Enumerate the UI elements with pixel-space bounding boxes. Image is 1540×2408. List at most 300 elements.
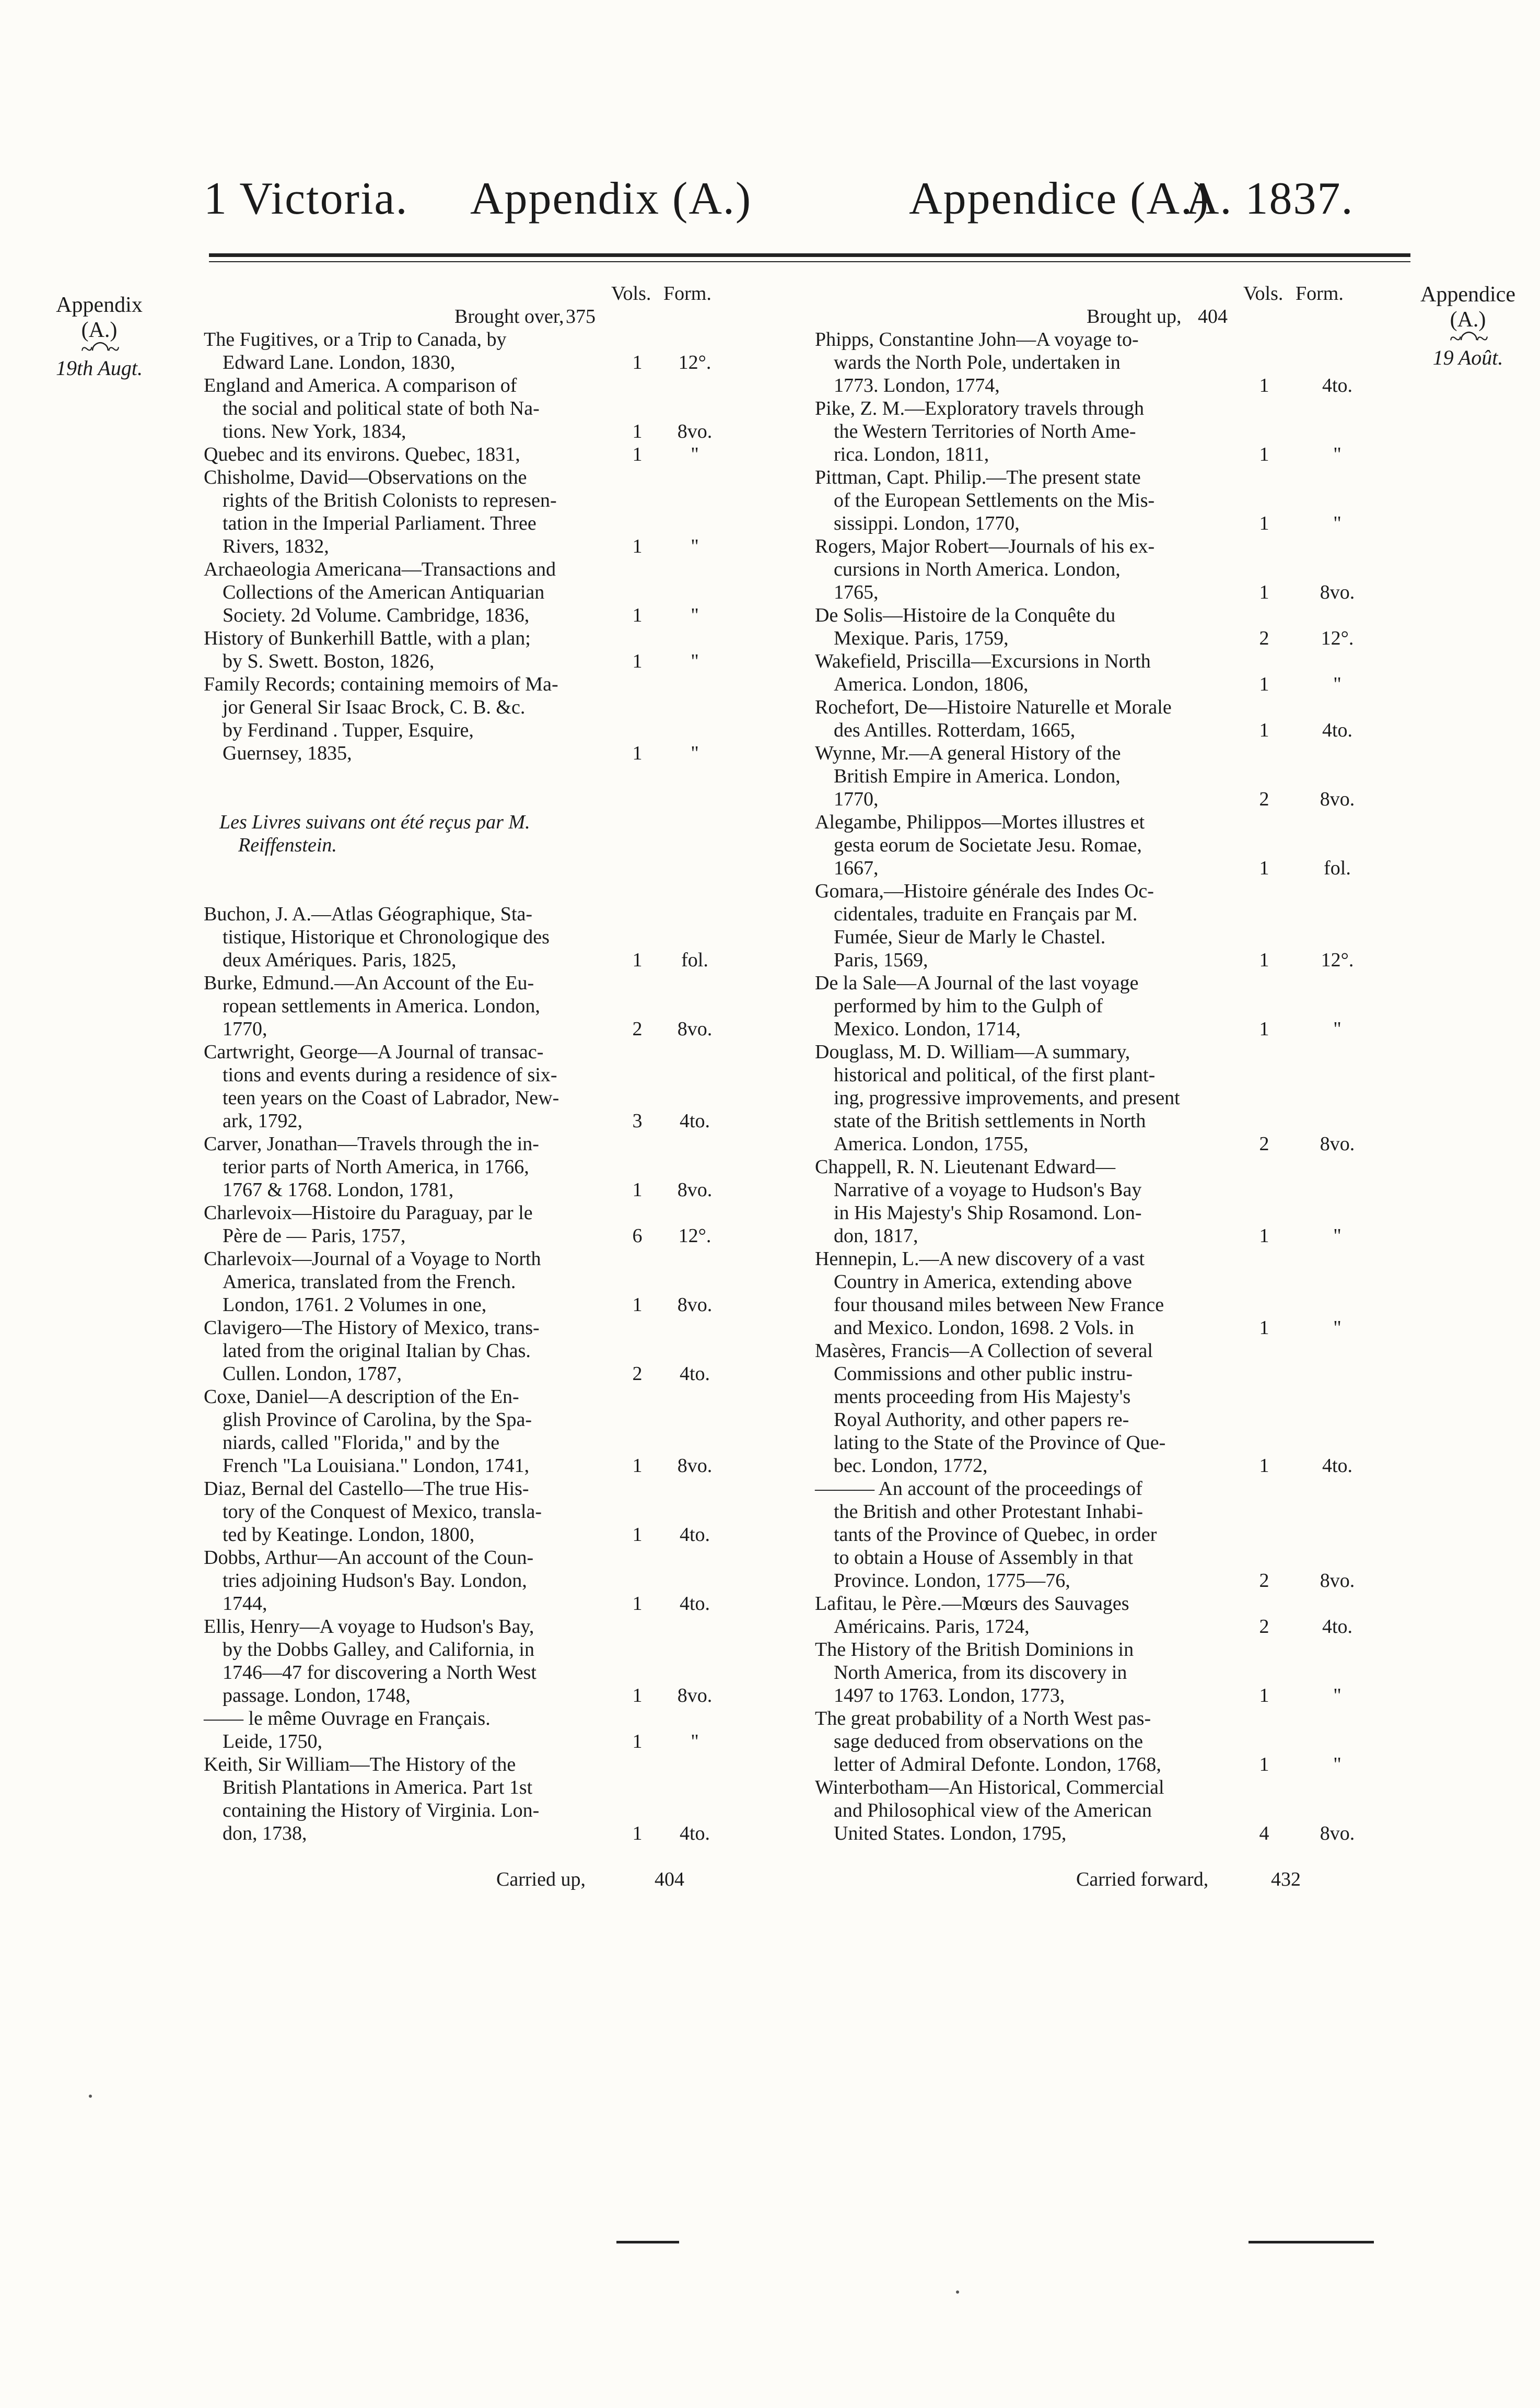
swash-ornament-icon: ~◠~ xyxy=(1449,326,1487,351)
left-sum-rule xyxy=(616,2241,679,2243)
list-item xyxy=(204,1201,784,1247)
entry-line xyxy=(815,1661,1395,1684)
entry-text: don, 1817, xyxy=(834,1225,918,1247)
entry-text: Américains. Paris, 1724, xyxy=(834,1616,1030,1638)
entry-line xyxy=(815,351,1395,374)
format-value: 8vo. xyxy=(1320,788,1355,810)
volume-count: 1 xyxy=(632,742,643,764)
entry-line xyxy=(204,1339,784,1362)
volume-count: 1 xyxy=(1259,1018,1269,1040)
entry-text: passage. London, 1748, xyxy=(223,1685,411,1706)
list-item xyxy=(815,328,1395,397)
left-entries-part-one xyxy=(204,328,784,765)
volume-count: 1 xyxy=(1259,1754,1269,1775)
format-value: " xyxy=(1333,512,1341,534)
entry-text: 1770, xyxy=(834,788,879,810)
format-value: " xyxy=(691,443,699,465)
entry-text: North America, from its discovery in xyxy=(834,1662,1127,1684)
entry-line xyxy=(815,650,1395,673)
entry-text: terior parts of North America, in 1766, xyxy=(223,1156,529,1178)
entry-text: British Empire in America. London, xyxy=(834,765,1121,787)
list-item xyxy=(815,880,1395,972)
format-value: 8vo. xyxy=(1320,1570,1355,1592)
entry-line xyxy=(204,673,784,696)
list-item xyxy=(815,650,1395,696)
format-value: " xyxy=(691,1731,699,1752)
entry-text: state of the British settlements in North xyxy=(834,1110,1146,1132)
volume-count: 1 xyxy=(1259,1317,1269,1339)
format-value: " xyxy=(1333,1317,1341,1339)
entry-text: Charlevoix—Journal of a Voyage to North xyxy=(204,1248,541,1270)
entry-line xyxy=(204,443,784,466)
entry-line xyxy=(204,466,784,489)
entry-line xyxy=(815,1408,1395,1431)
brought-over-row xyxy=(204,305,784,328)
list-item xyxy=(815,1592,1395,1638)
entry-text: 1746—47 for discovering a North West xyxy=(223,1662,536,1684)
entry-line xyxy=(815,489,1395,512)
entry-text: De la Sale—A Journal of the last voyage xyxy=(815,972,1139,994)
brought-over-value: 375 xyxy=(566,306,596,328)
entry-text: —— le même Ouvrage en Français. xyxy=(204,1708,491,1729)
entry-text: Père de — Paris, 1757, xyxy=(223,1225,406,1247)
list-item xyxy=(815,466,1395,535)
entry-line xyxy=(204,328,784,351)
entry-line xyxy=(815,1684,1395,1707)
entry-text: ——— An account of the proceedings of xyxy=(815,1478,1142,1500)
header-appendix-title: Appendix (A.) xyxy=(470,173,752,224)
entry-line xyxy=(815,1018,1395,1041)
carried-up-label: Carried up, xyxy=(496,1868,586,1890)
entry-text: Rogers, Major Robert—Journals of his ex- xyxy=(815,535,1155,557)
entry-text: 1767 & 1768. London, 1781, xyxy=(223,1179,454,1201)
entry-text: Family Records; containing memoirs of Ma- xyxy=(204,673,558,695)
entry-line xyxy=(204,1707,784,1730)
entry-text: The History of the British Dominions in xyxy=(815,1639,1134,1661)
list-item xyxy=(204,1385,784,1477)
entry-text: ing, progressive improvements, and present xyxy=(834,1087,1180,1109)
format-value: 8vo. xyxy=(677,1018,713,1040)
entry-line xyxy=(815,1316,1395,1339)
entry-line xyxy=(204,650,784,673)
volume-count: 1 xyxy=(632,1455,643,1477)
header-rule-thin xyxy=(209,261,1410,262)
entry-line xyxy=(204,1408,784,1431)
volume-count: 1 xyxy=(632,1685,643,1706)
list-item xyxy=(204,972,784,1041)
entry-line xyxy=(815,834,1395,857)
list-item xyxy=(204,1247,784,1316)
volume-count: 2 xyxy=(1259,1570,1269,1592)
volume-count: 1 xyxy=(1259,581,1269,603)
left-entries-part-two xyxy=(204,903,784,1845)
entry-line xyxy=(204,535,784,558)
entry-text: Collections of the American Antiquarian xyxy=(223,581,545,603)
volume-count: 1 xyxy=(632,1179,643,1201)
format-value: " xyxy=(1333,1018,1341,1040)
entry-text: America. London, 1755, xyxy=(834,1133,1029,1155)
entry-line xyxy=(204,1592,784,1615)
entry-text: tions and events during a residence of six- xyxy=(223,1064,557,1086)
entry-text: Fumée, Sieur de Marly le Chastel. xyxy=(834,926,1106,948)
entry-text: Ellis, Henry—A voyage to Hudson's Bay, xyxy=(204,1616,534,1638)
entry-text: deux Amériques. Paris, 1825, xyxy=(223,949,457,971)
entry-line xyxy=(815,466,1395,489)
entry-line xyxy=(204,949,784,972)
volume-count: 1 xyxy=(632,420,643,442)
carried-up-row xyxy=(204,1868,784,1891)
entry-line xyxy=(815,1799,1395,1822)
list-item xyxy=(815,1707,1395,1776)
entry-text: and Philosophical view of the American xyxy=(834,1799,1152,1821)
list-item xyxy=(204,466,784,558)
left-margin-sub: (A.) xyxy=(81,318,118,343)
entry-line xyxy=(815,1500,1395,1523)
entry-line xyxy=(204,374,784,397)
list-item xyxy=(815,742,1395,811)
entry-text: French "La Louisiana." London, 1741, xyxy=(223,1455,530,1477)
volume-count: 3 xyxy=(632,1110,643,1132)
list-item xyxy=(815,1776,1395,1845)
volume-count: 1 xyxy=(632,535,643,557)
list-item xyxy=(815,397,1395,466)
entry-line xyxy=(815,1546,1395,1569)
entry-line xyxy=(815,742,1395,765)
entry-text: Pike, Z. M.—Exploratory travels through xyxy=(815,398,1145,419)
volume-count: 1 xyxy=(1259,443,1269,465)
entry-text: 1773. London, 1774, xyxy=(834,375,1000,396)
entry-text: London, 1761. 2 Volumes in one, xyxy=(223,1294,487,1316)
entry-line xyxy=(204,1201,784,1224)
entry-text: Chisholme, David—Observations on the xyxy=(204,466,527,488)
entry-text: Lafitau, le Père.—Mœurs des Sauvages xyxy=(815,1593,1129,1615)
entry-line xyxy=(204,1247,784,1270)
volume-count: 2 xyxy=(632,1018,643,1040)
entry-text: United States. London, 1795, xyxy=(834,1822,1067,1844)
entry-line xyxy=(815,1615,1395,1638)
format-value: 4to. xyxy=(1322,375,1353,396)
format-value: 8vo. xyxy=(677,420,713,442)
format-value: 4to. xyxy=(1322,719,1353,741)
entry-line xyxy=(204,1615,784,1638)
entry-line xyxy=(815,443,1395,466)
list-item xyxy=(815,696,1395,742)
volume-count: 1 xyxy=(1259,375,1269,396)
entry-line xyxy=(204,397,784,420)
entry-text: Douglass, M. D. William—A summary, xyxy=(815,1041,1130,1063)
entry-line xyxy=(815,1155,1395,1178)
entry-text: 1497 to 1763. London, 1773, xyxy=(834,1685,1065,1706)
entry-text: tions. New York, 1834, xyxy=(223,420,406,442)
entry-line xyxy=(815,1523,1395,1546)
list-item xyxy=(204,627,784,673)
entry-line xyxy=(815,1063,1395,1086)
volume-count: 1 xyxy=(1259,1455,1269,1477)
list-item xyxy=(815,811,1395,880)
volume-count: 1 xyxy=(632,1294,643,1316)
entry-line xyxy=(204,581,784,604)
entry-line xyxy=(815,1431,1395,1454)
list-item xyxy=(204,1041,784,1132)
entry-text: Commissions and other public instru- xyxy=(834,1363,1133,1385)
paper-speck xyxy=(956,2290,959,2294)
entry-line xyxy=(815,1041,1395,1063)
entry-line xyxy=(815,1109,1395,1132)
entry-text: Cullen. London, 1787, xyxy=(223,1363,402,1385)
entry-text: Keith, Sir William—The History of the xyxy=(204,1754,516,1775)
entry-text: tistique, Historique et Chronologique des xyxy=(223,926,550,948)
entry-text: historical and political, of the first plant- xyxy=(834,1064,1156,1086)
entry-line xyxy=(815,903,1395,926)
right-column-head xyxy=(815,282,1395,305)
entry-line xyxy=(815,1730,1395,1753)
format-value: 8vo. xyxy=(677,1179,713,1201)
entry-line xyxy=(815,765,1395,788)
volume-count: 1 xyxy=(1259,512,1269,534)
swash-ornament-icon: ~◠~ xyxy=(80,337,118,361)
format-value: 8vo. xyxy=(1320,1822,1355,1844)
entry-text: four thousand miles between New France xyxy=(834,1294,1164,1316)
format-value: 8vo. xyxy=(677,1455,713,1477)
format-value: 12°. xyxy=(1321,949,1354,971)
entry-line xyxy=(204,1316,784,1339)
entry-text: Quebec and its environs. Quebec, 1831, xyxy=(204,443,520,465)
left-column-head xyxy=(204,282,784,305)
right-entries xyxy=(815,328,1395,1845)
entry-line xyxy=(204,995,784,1018)
entry-line xyxy=(204,351,784,374)
entry-text: Royal Authority, and other papers re- xyxy=(834,1409,1129,1431)
entry-text: Edward Lane. London, 1830, xyxy=(223,352,456,373)
list-item xyxy=(815,1041,1395,1155)
entry-line xyxy=(204,604,784,627)
entry-line xyxy=(204,1431,784,1454)
left-margin-label: Appendix xyxy=(56,293,143,317)
form-heading: Form. xyxy=(1296,283,1344,305)
entry-line xyxy=(204,1822,784,1845)
format-value: 4to. xyxy=(679,1822,710,1844)
entry-line xyxy=(815,926,1395,949)
entry-text: teen years on the Coast of Labrador, New- xyxy=(223,1087,559,1109)
entry-text: performed by him to the Gulph of xyxy=(834,995,1103,1017)
volume-count: 1 xyxy=(632,1731,643,1752)
entry-line xyxy=(204,1132,784,1155)
entry-line xyxy=(815,604,1395,627)
entry-text: Chappell, R. N. Lieutenant Edward— xyxy=(815,1156,1116,1178)
vols-heading: Vols. xyxy=(611,283,651,305)
format-value: 8vo. xyxy=(1320,1133,1355,1155)
entry-line xyxy=(815,995,1395,1018)
volume-count: 1 xyxy=(1259,719,1269,741)
entry-text: 1770, xyxy=(223,1018,267,1040)
entry-line xyxy=(204,1293,784,1316)
entry-line xyxy=(204,1041,784,1063)
entry-text: by the Dobbs Galley, and California, in xyxy=(223,1639,534,1661)
entry-text: Cartwright, George—A Journal of transac- xyxy=(204,1041,544,1063)
entry-text: glish Province of Carolina, by the Spa- xyxy=(223,1409,532,1431)
entry-line xyxy=(815,1592,1395,1615)
format-value: " xyxy=(1333,673,1341,695)
list-item xyxy=(204,1477,784,1546)
right-margin-sub: (A.) xyxy=(1450,308,1486,332)
entry-line xyxy=(815,1293,1395,1316)
entry-text: 1765, xyxy=(834,581,879,603)
entry-line xyxy=(204,627,784,650)
entry-text: America, translated from the French. xyxy=(223,1271,516,1293)
list-item xyxy=(815,1155,1395,1247)
right-margin-date: 19 Août. xyxy=(1432,345,1503,369)
entry-line xyxy=(815,558,1395,581)
right-margin-label: Appendice xyxy=(1420,283,1515,307)
format-value: " xyxy=(1333,1754,1341,1775)
list-item xyxy=(815,1247,1395,1339)
volume-count: 1 xyxy=(1259,1685,1269,1706)
entry-line xyxy=(204,1224,784,1247)
right-margin-note xyxy=(1400,282,1536,370)
entry-text: Guernsey, 1835, xyxy=(223,742,352,764)
entry-text: British Plantations in America. Part 1st xyxy=(223,1776,533,1798)
volume-count: 1 xyxy=(1259,949,1269,971)
right-sum-rule xyxy=(1249,2241,1374,2243)
entry-line xyxy=(204,1753,784,1776)
entry-line xyxy=(204,558,784,581)
entry-line xyxy=(815,328,1395,351)
list-item xyxy=(815,972,1395,1041)
list-item xyxy=(815,604,1395,650)
entry-line xyxy=(815,512,1395,535)
entry-text: of the European Settlements on the Mis- xyxy=(834,489,1155,511)
volume-count: 1 xyxy=(1259,1225,1269,1247)
format-value: " xyxy=(691,535,699,557)
entry-line xyxy=(815,535,1395,558)
entry-text: De Solis—Histoire de la Conquête du xyxy=(815,604,1116,626)
list-item xyxy=(204,443,784,466)
entry-line xyxy=(204,742,784,765)
entry-text: The great probability of a North West pas- xyxy=(815,1708,1151,1729)
format-value: 12°. xyxy=(1321,627,1354,649)
entry-line xyxy=(204,1661,784,1684)
list-item xyxy=(204,1753,784,1845)
volume-count: 2 xyxy=(632,1363,643,1385)
header-session-year: A. 1837. xyxy=(1186,173,1354,224)
right-column xyxy=(815,282,1395,1891)
entry-text: tants of the Province of Quebec, in order xyxy=(834,1524,1157,1546)
format-value: 4to. xyxy=(679,1110,710,1132)
format-value: 4to. xyxy=(679,1363,710,1385)
entry-line xyxy=(204,1178,784,1201)
format-value: 4to. xyxy=(1322,1455,1353,1477)
entry-line xyxy=(815,374,1395,397)
entry-text: sage deduced from observations on the xyxy=(834,1731,1143,1752)
entry-line xyxy=(815,397,1395,420)
paper-speck xyxy=(89,2095,92,2098)
entry-text: Paris, 1569, xyxy=(834,949,928,971)
entry-text: ments proceeding from His Majesty's xyxy=(834,1386,1131,1408)
list-item xyxy=(204,673,784,765)
list-item xyxy=(204,1316,784,1385)
entry-text: Coxe, Daniel—A description of the En- xyxy=(204,1386,519,1408)
entry-line xyxy=(204,972,784,995)
entry-line xyxy=(815,1270,1395,1293)
entry-line xyxy=(815,627,1395,650)
entry-text: History of Bunkerhill Battle, with a plan; xyxy=(204,627,531,649)
entry-text: Archaeologia Americana—Transactions and xyxy=(204,558,556,580)
entry-text: Wakefield, Priscilla—Excursions in North xyxy=(815,650,1151,672)
entry-line xyxy=(204,1477,784,1500)
entry-text: wards the North Pole, undertaken in xyxy=(834,352,1121,373)
format-value: " xyxy=(691,604,699,626)
list-item xyxy=(204,1132,784,1201)
entry-line xyxy=(815,581,1395,604)
entry-line xyxy=(204,1063,784,1086)
format-value: " xyxy=(691,650,699,672)
format-value: 4to. xyxy=(1322,1616,1353,1638)
left-column xyxy=(204,282,784,1891)
entry-text: Province. London, 1775—76, xyxy=(834,1570,1070,1592)
entry-line xyxy=(815,1569,1395,1592)
entry-text: letter of Admiral Defonte. London, 1768, xyxy=(834,1754,1161,1775)
entry-text: Rochefort, De—Histoire Naturelle et Morale xyxy=(815,696,1172,718)
entry-text: Alegambe, Philippos—Mortes illustres et xyxy=(815,811,1145,833)
entry-text: bec. London, 1772, xyxy=(834,1455,988,1477)
entry-text: Diaz, Bernal del Castello—The true His- xyxy=(204,1478,529,1500)
list-item xyxy=(815,1477,1395,1592)
entry-line xyxy=(204,719,784,742)
carried-forward-row xyxy=(815,1868,1395,1891)
volume-count: 4 xyxy=(1259,1822,1269,1844)
entry-line xyxy=(204,1454,784,1477)
format-value: " xyxy=(1333,1685,1341,1706)
volume-count: 1 xyxy=(632,604,643,626)
entry-line xyxy=(204,1500,784,1523)
volume-count: 2 xyxy=(1259,627,1269,649)
entry-line xyxy=(815,1638,1395,1661)
header-rule-thick xyxy=(209,253,1410,257)
entry-text: Buchon, J. A.—Atlas Géographique, Sta- xyxy=(204,903,533,925)
entry-line xyxy=(815,972,1395,995)
header-regnal-year: 1 Victoria. xyxy=(204,173,409,224)
entry-text: and Mexico. London, 1698. 2 Vols. in xyxy=(834,1317,1134,1339)
entry-line xyxy=(815,1362,1395,1385)
volume-count: 1 xyxy=(632,352,643,373)
entry-text: England and America. A comparison of xyxy=(204,375,517,396)
entry-text: the Western Territories of North Ame- xyxy=(834,420,1136,442)
entry-text: sissippi. London, 1770, xyxy=(834,512,1020,534)
entry-line xyxy=(204,1362,784,1385)
entry-text: Rivers, 1832, xyxy=(223,535,329,557)
entry-line xyxy=(204,1638,784,1661)
entry-text: Mexico. London, 1714, xyxy=(834,1018,1021,1040)
format-value: " xyxy=(1333,1225,1341,1247)
entry-line xyxy=(815,673,1395,696)
entry-text: by S. Swett. Boston, 1826, xyxy=(223,650,435,672)
entry-line xyxy=(204,1546,784,1569)
entry-text: cursions in North America. London, xyxy=(834,558,1121,580)
entry-line xyxy=(204,696,784,719)
format-value: fol. xyxy=(1324,857,1351,879)
entry-line xyxy=(815,1132,1395,1155)
entry-line xyxy=(815,1776,1395,1799)
entry-text: by Ferdinand . Tupper, Esquire, xyxy=(223,719,474,741)
entry-text: niards, called "Florida," and by the xyxy=(223,1432,500,1454)
entry-text: ark, 1792, xyxy=(223,1110,303,1132)
list-item xyxy=(204,374,784,443)
left-margin-date: 19th Augt. xyxy=(56,356,143,380)
entry-text: 1744, xyxy=(223,1593,267,1615)
format-value: 12°. xyxy=(678,352,711,373)
carried-up-value: 404 xyxy=(655,1868,684,1890)
entry-line xyxy=(204,512,784,535)
